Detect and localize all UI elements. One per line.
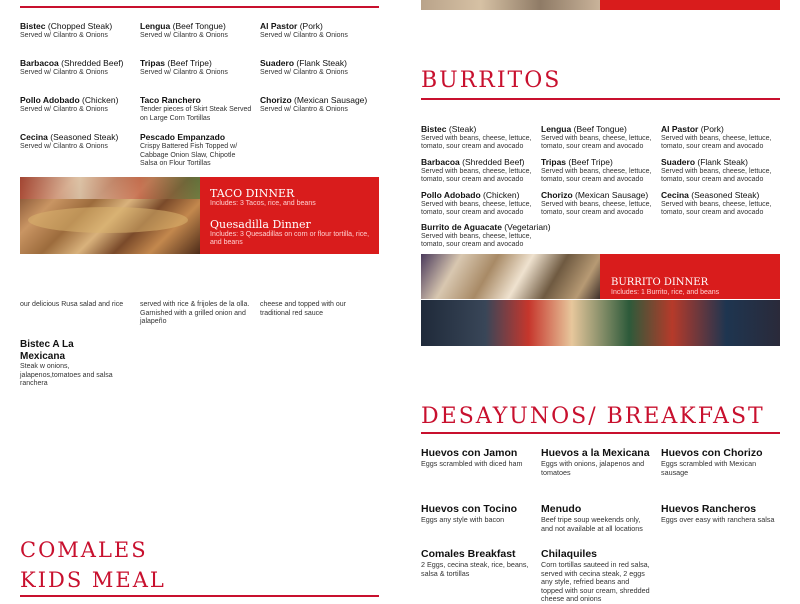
menu-item: Chorizo (Mexican Sausage) Served w/ Cilantro & Onions [260,95,368,113]
menu-item: Huevos con Chorizo Eggs scrambled with Mexican sausage [661,447,763,477]
menu-item: Al Pastor (Pork) Served with beans, cheese, lettuce, tomato, sour cream and avocado [661,124,772,151]
menu-item: Barbacoa (Shredded Beef) Served with beans, cheese, lettuce, tomato, sour cream and avocado [421,157,532,184]
menu-item: Suadero (Flank Steak) Served w/ Cilantro & Onions [260,58,348,76]
taco-dinner-title: TACO DINNER [210,187,295,200]
menu-item: Bistec (Steak) Served with beans, cheese, lettuce, tomato, sour cream and avocado [421,124,532,151]
menu-item: Huevos con Tocino Eggs any style with bacon [421,503,518,524]
menu-item: Huevos Rancheros Eggs over easy with ranchera salsa [661,503,775,524]
taco-dinner-promo [200,177,379,254]
menu-item-bistec-mexicana: Bistec A La Mexicana Steak w onions, jalapenos,tomatoes and salsa ranchera [20,339,113,387]
kids-meal-rule [20,595,379,597]
menu-item: Menudo Beef tripe soup weekends only, and not available at all locations [541,503,643,533]
menu-item: Cecina (Seasoned Steak) Served w/ Cilantro & Onions [20,132,119,150]
menu-item: Chilaquiles Corn tortillas sauteed in red salsa, served with cecina steak, 2 eggs any style, refried beans and topped with sour cream, shredded cheese and onions [541,548,650,604]
menu-item: Huevos con Jamon Eggs scrambled with diced ham [421,447,523,468]
section-title-breakfast: DESAYUNOS/ BREAKFAST [421,404,765,429]
menu-item: Pollo Adobado (Chicken) Served with beans, cheese, lettuce, tomato, sour cream and avocado [421,190,532,217]
burrito-dinner-title: BURRITO DINNER [611,277,709,288]
section-title-kids-meal: KIDS MEAL [20,568,166,592]
section-title-burritos: BURRITOS [421,68,562,93]
menu-item: Tripas (Beef Tripe) Served w/ Cilantro & Onions [140,58,228,76]
menu-fragment: our delicious Rusa salad and rice [20,301,124,308]
menu-item: Burrito de Aguacate (Vegetarian) Served with beans, cheese, lettuce, tomato, sour cream and avocado [421,222,551,249]
menu-item: Suadero (Flank Steak) Served with beans, cheese, lettuce, tomato, sour cream and avocado [661,157,772,184]
menu-item: Lengua (Beef Tongue) Served w/ Cilantro & Onions [140,21,228,39]
menu-item: Tripas (Beef Tripe) Served with beans, cheese, lettuce, tomato, sour cream and avocado [541,157,652,184]
quesadilla-dinner-desc: Includes: 3 Quesadillas on corn or flour tortilla, rice, and beans [210,231,370,246]
top-red-strip [600,0,780,10]
menu-item: Huevos a la Mexicana Eggs with onions, jalapenos and tomatoes [541,447,650,477]
taco-photo [20,177,200,254]
menu-item: Al Pastor (Pork) Served w/ Cilantro & Onions [260,21,348,39]
menu-fragment: cheese and topped with our traditional red sauce [260,301,347,317]
menu-fragment: served with rice & frijoles de la olla. Garnished with a grilled onion and jalapeño [140,301,250,325]
menu-item: Barbacoa (Shredded Beef) Served w/ Cilantro & Onions [20,58,124,76]
menu-item: Lengua (Beef Tongue) Served with beans, cheese, lettuce, tomato, sour cream and avocado [541,124,652,151]
burrito-dinner-promo [600,254,780,299]
section-title-comales: COMALES [20,538,148,562]
menu-item: Pollo Adobado (Chicken) Served w/ Cilantro & Onions [20,95,119,113]
menu-item: Cecina (Seasoned Steak) Served with beans, cheese, lettuce, tomato, sour cream and avocado [661,190,772,217]
menu-item: Bistec (Chopped Steak) Served w/ Cilantro & Onions [20,21,113,39]
menu-item: Comales Breakfast 2 Eggs, cecina steak, rice, beans, salsa & tortillas [421,548,529,578]
menu-item: Chorizo (Mexican Sausage) Served with beans, cheese, lettuce, tomato, sour cream and avocado [541,190,652,217]
taco-dinner-desc: Includes: 3 Tacos, rice, and beans [210,200,316,207]
top-rule-left [20,6,379,8]
burrito-photo [421,254,600,299]
top-photo-strip [421,0,600,10]
burrito-dinner-desc: Includes: 1 Burrito, rice, and beans [611,289,720,296]
menu-item: Taco Ranchero Tender pieces of Skirt Steak Served on Large Corn Tortillas [140,95,252,122]
menu-item: Pescado Empanzado Crispy Battered Fish Topped w/ Cabbage Onion Slaw, Chipotle Salsa on Flour Tortillas [140,132,238,167]
food-photo-strip [421,300,780,346]
quesadilla-dinner-title: Quesadilla Dinner [210,218,311,231]
burritos-rule [421,98,780,100]
breakfast-rule [421,432,780,434]
